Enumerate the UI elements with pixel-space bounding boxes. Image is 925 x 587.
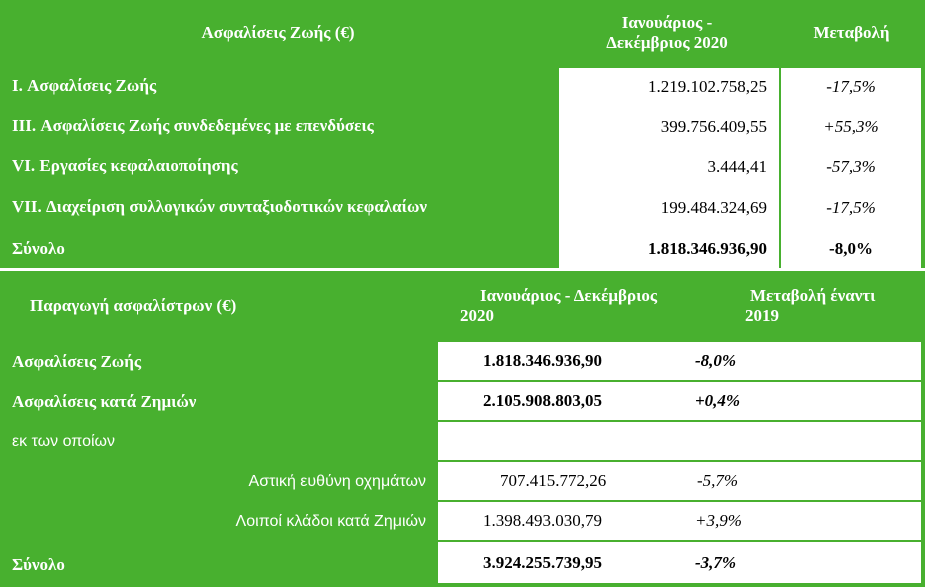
table1-row-label: III. Ασφαλίσεις Ζωής συνδεδεμένες με επενδύσεις — [0, 106, 559, 146]
table2-divider — [438, 460, 925, 462]
table2-divider — [438, 540, 925, 542]
table2-change-line2: 2019 — [745, 306, 779, 325]
table2-row-value: 1.398.493.030,79 — [438, 502, 683, 540]
table2-row-change: -5,7% — [683, 462, 921, 500]
table2-period-line1: Ιανουάριος - Δεκέμβριος — [480, 286, 658, 305]
table2-change-line1: Μεταβολή έναντι — [750, 286, 876, 305]
table1-row-change: +55,3% — [781, 108, 921, 146]
table2-row-change: +3,9% — [683, 502, 921, 540]
table1-header-change: Μεταβολή — [778, 0, 925, 66]
table1-divider — [779, 66, 781, 270]
table1-divider — [921, 66, 925, 270]
table1-row-label: VII. Διαχείριση συλλογικών συνταξιοδοτικών κεφαλαίων — [0, 186, 559, 228]
table2-total-label: Σύνολο — [0, 542, 438, 587]
table2-row-label: Λοιποί κλάδοι κατά Ζημιών — [0, 502, 438, 542]
table2-divider — [438, 420, 925, 422]
table2-divider — [438, 500, 925, 502]
table1-total-change: -8,0% — [781, 230, 921, 268]
table2-row-change — [683, 422, 921, 460]
table1-row-change: -17,5% — [781, 188, 921, 228]
table2-row-label: εκ των οποίων — [0, 422, 438, 462]
table2-header-change — [710, 270, 925, 342]
table1-row-label: I. Ασφαλίσεις Ζωής — [0, 66, 559, 106]
table2-divider — [438, 380, 925, 382]
table1-period-line2: Δεκέμβριος 2020 — [606, 33, 728, 52]
table1-total-label: Σύνολο — [0, 228, 559, 270]
table2-row-value: 1.818.346.936,90 — [438, 342, 683, 380]
table2-row-label: Ασφαλίσεις κατά Ζημιών — [0, 382, 438, 422]
table2-period-line2: 2020 — [460, 306, 494, 325]
table1-period-line1: Ιανουάριος - — [621, 13, 713, 32]
table2-divider — [921, 342, 925, 587]
table2-row-label: Αστική ευθύνη οχημάτων — [0, 462, 438, 502]
table2-total-change: -3,7% — [683, 542, 921, 583]
table2-row-label: Ασφαλίσεις Ζωής — [0, 342, 438, 382]
table2-total-value: 3.924.255.739,95 — [438, 542, 683, 583]
table1-row-value: 1.219.102.758,25 — [559, 66, 779, 106]
table2-header-period — [440, 270, 710, 342]
table1-header-period — [556, 0, 778, 66]
table2-row-change: -8,0% — [683, 342, 921, 380]
table2-divider — [438, 583, 925, 587]
table2-row-change: +0,4% — [683, 382, 921, 420]
table1-row-change: -17,5% — [781, 66, 921, 106]
table-separator — [0, 268, 925, 271]
table1-row-change: -57,3% — [781, 148, 921, 186]
table2-row-value: 2.105.908.803,05 — [438, 382, 683, 420]
table1-header-label: Ασφαλίσεις Ζωής (€) — [0, 0, 556, 66]
life-insurance-table — [0, 0, 925, 270]
table2-row-value — [438, 422, 683, 460]
table1-total-value: 1.818.346.936,90 — [559, 230, 779, 268]
table2-header-label: Παραγωγή ασφαλίστρων (€) — [0, 270, 440, 342]
table2-row-value: 707.415.772,26 — [438, 462, 683, 500]
table1-row-value: 199.484.324,69 — [559, 188, 779, 228]
table1-row-value: 3.444,41 — [559, 148, 779, 186]
premium-production-table — [0, 270, 925, 587]
table1-row-value: 399.756.409,55 — [559, 108, 779, 146]
table1-row-label: VI. Εργασίες κεφαλαιοποίησης — [0, 146, 559, 186]
